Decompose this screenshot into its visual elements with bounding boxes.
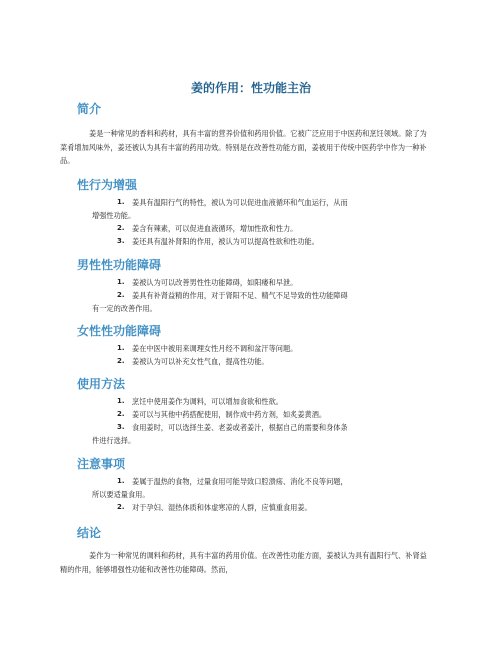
list-number: 1. — [117, 344, 125, 352]
list-number: 2. — [117, 410, 125, 418]
female-list — [0, 342, 502, 368]
list-text: 姜在中医中被用来调理女性月经不调和盆汗等问题。 — [132, 344, 298, 353]
list-text: 姜可以与其他中药搭配使用，制作成中药方剂，如炙姜黄酒。 — [132, 410, 327, 419]
heading-female: 女性性功能障碍 — [77, 324, 162, 338]
heading-conclusion: 结论 — [77, 526, 102, 540]
heading-notes: 注意事项 — [77, 457, 126, 471]
heading-male: 男性性功能障碍 — [77, 258, 162, 272]
list-text-continued: 件进行选择。 — [92, 436, 136, 445]
list-text-continued: 所以要适量食用。 — [92, 490, 150, 499]
list-item — [0, 408, 432, 421]
list-text: 烹饪中使用姜作为调料，可以增加食欲和性欲。 — [132, 397, 283, 406]
list-text-continued: 有一定的改善作用。 — [92, 304, 157, 313]
male-list — [0, 276, 502, 315]
list-number: 1. — [117, 198, 125, 206]
heading-intro: 简介 — [77, 102, 102, 116]
list-number: 2. — [117, 357, 125, 365]
list-number: 1. — [117, 477, 125, 485]
list-number: 1. — [117, 397, 125, 405]
list-text: 食用姜时，可以选择生姜、老姜或者姜汁，根据自己的需要和身体条 — [132, 423, 348, 432]
list-item — [0, 222, 432, 235]
list-text: 姜被认为可以改善男性性功能障碍，如阳痿和早泄。 — [132, 278, 298, 287]
notes-list — [0, 475, 502, 514]
enhance-list — [0, 196, 502, 248]
list-text: 姜还具有温补肾阳的作用，被认为可以提高性欲和性功能。 — [132, 237, 319, 246]
conclusion-paragraph: 姜作为一种常见的调料和药材，具有丰富的药用价值。在改善性功能方面，姜被认为具有温阳行气、补肾益精的作用，能够增强性功能和改善性功能障碍。然而， — [60, 551, 427, 574]
list-item — [0, 475, 432, 501]
list-number: 1. — [117, 278, 125, 286]
list-text: 姜含有辣素，可以促进血液循环，增加性欲和性力。 — [132, 224, 298, 233]
list-item — [0, 196, 432, 222]
list-item — [0, 276, 432, 289]
list-number: 2. — [117, 503, 125, 511]
list-number: 3. — [117, 237, 125, 245]
list-item — [0, 355, 432, 368]
heading-enhance: 性行为增强 — [77, 178, 138, 192]
list-text: 姜具有温阳行气的特性，被认为可以促进血液循环和气血运行，从而 — [132, 198, 348, 207]
page-title: 姜的作用：性功能主治 — [190, 81, 311, 95]
intro-paragraph: 姜是一种常见的香料和药材，具有丰富的营养价值和药用价值。它被广泛应用于中医药和烹饪领域。除了为菜肴增加风味外，姜还被认为具有丰富的药用功效。特别是在改善性功能方面，姜被用于传统中医药学中作为一种补品。 — [60, 129, 427, 165]
list-text: 姜属于温热的食物，过量食用可能导致口腔溃疡、消化不良等问题， — [132, 477, 348, 486]
list-number: 2. — [117, 224, 125, 232]
list-text-continued: 增强性功能。 — [92, 211, 136, 220]
usage-list — [0, 395, 502, 447]
list-item — [0, 342, 432, 355]
list-item — [0, 235, 432, 248]
list-number: 2. — [117, 291, 125, 299]
heading-usage: 使用方法 — [77, 377, 126, 391]
list-number: 3. — [117, 423, 125, 431]
list-item — [0, 395, 432, 408]
list-item — [0, 421, 432, 447]
list-item — [0, 289, 432, 315]
list-text: 对于孕妇、湿热体质和体虚寒凉的人群，应慎重食用姜。 — [132, 503, 312, 512]
list-text: 姜具有补肾益精的作用，对于肾阳不足、精气不足导致的性功能障碍 — [132, 291, 348, 300]
list-text: 姜被认为可以补充女性气血，提高性功能。 — [132, 357, 269, 366]
list-item — [0, 501, 432, 514]
